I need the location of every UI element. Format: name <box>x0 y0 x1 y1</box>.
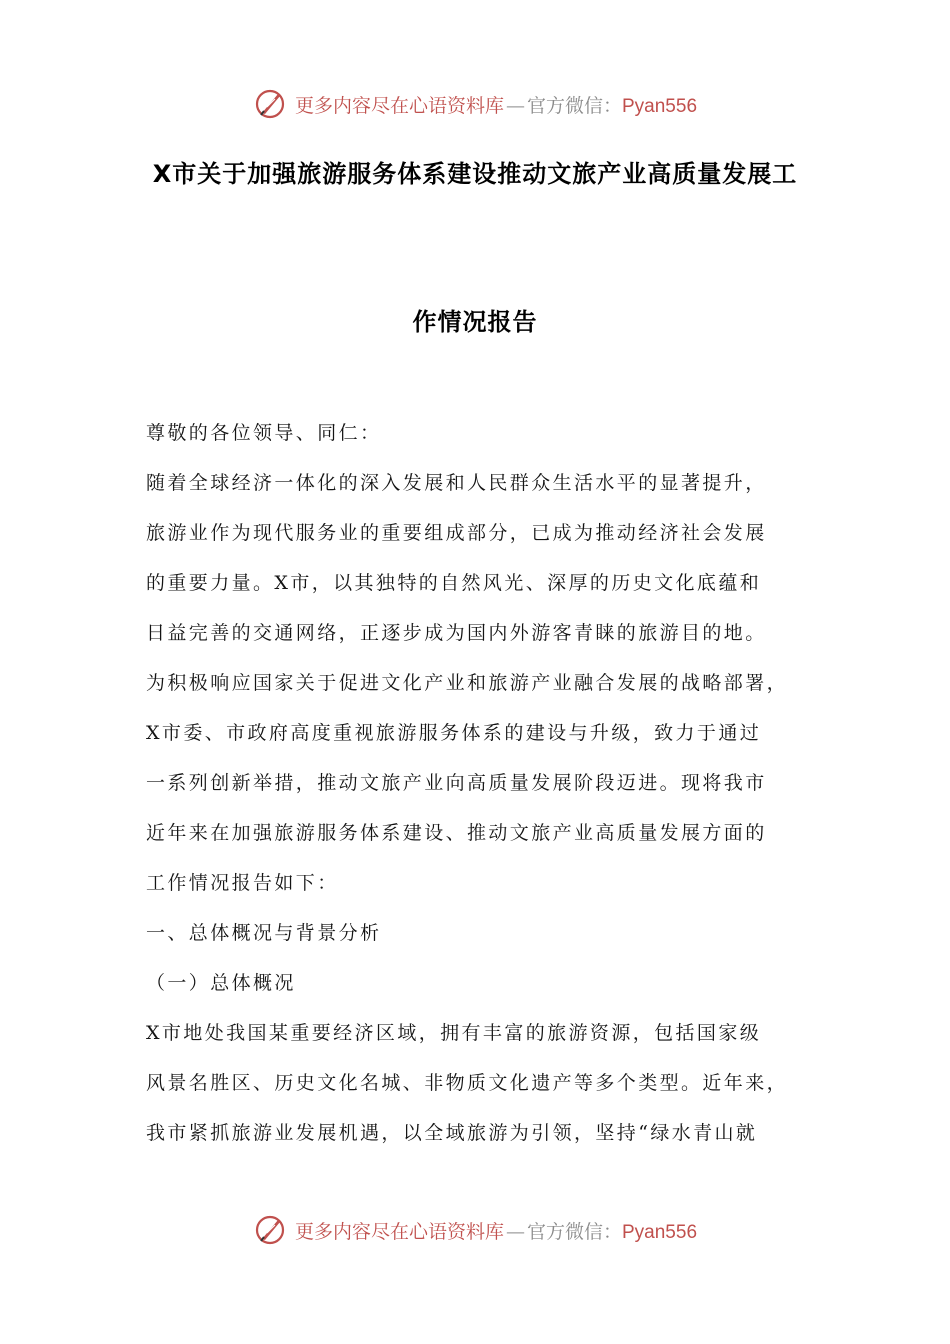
body-line: 随着全球经济一体化的深入发展和人民群众生活水平的显著提升， <box>146 472 767 494</box>
watermark-main-text: 更多内容尽在心语资料库 <box>294 1220 504 1243</box>
body-line: 近年来在加强旅游服务体系建设、推动文旅产业高质量发展方面的 <box>146 822 767 844</box>
body-line: 为积极响应国家关于促进文化产业和旅游产业融合发展的战略部署， <box>146 672 789 694</box>
body-line: 一系列创新举措，推动文旅产业向高质量发展阶段迈进。现将我市 <box>146 772 767 794</box>
quill-pen-logo-icon <box>253 1213 287 1247</box>
watermark-label: 官方微信： <box>526 94 622 117</box>
watermark-wechat-id: Pyan556 <box>622 95 698 117</box>
quill-pen-logo-icon <box>253 87 287 121</box>
document-body <box>146 415 808 1165</box>
body-line: 工作情况报告如下： <box>146 872 339 894</box>
watermark-main-text: 更多内容尽在心语资料库 <box>294 94 504 117</box>
body-line: 日益完善的交通网络，正逐步成为国内外游客青睐的旅游目的地。 <box>146 622 767 644</box>
header-watermark <box>0 84 950 124</box>
footer-watermark <box>0 1210 950 1250</box>
body-line: 旅游业作为现代服务业的重要组成部分，已成为推动经济社会发展 <box>146 522 767 544</box>
body-line: 尊敬的各位领导、同仁： <box>146 422 382 444</box>
subsection-heading: （一）总体概况 <box>146 972 296 994</box>
document-title-line-2: 作情况报告 <box>412 308 538 336</box>
body-line: 风景名胜区、历史文化名城、非物质文化遗产等多个类型。近年来， <box>146 1072 789 1094</box>
watermark-dash: — <box>505 1220 525 1243</box>
body-line: 我市紧抓旅游业发展机遇，以全域旅游为引领，坚持“绿水青山就 <box>146 1122 758 1144</box>
watermark-text <box>295 1217 697 1244</box>
watermark-wechat-id: Pyan556 <box>622 1221 698 1243</box>
section-heading: 一、总体概况与背景分析 <box>146 922 382 944</box>
document-title-line-1: X市关于加强旅游服务体系建设推动文旅产业高质量发展工 <box>152 160 798 188</box>
body-line: X市委、市政府高度重视旅游服务体系的建设与升级，致力于通过 <box>146 722 762 744</box>
body-line: 的重要力量。X市，以其独特的自然风光、深厚的历史文化底蕴和 <box>146 572 762 594</box>
watermark-dash: — <box>505 94 525 117</box>
watermark-text <box>295 91 697 118</box>
watermark-label: 官方微信： <box>526 1220 622 1243</box>
body-line: X市地处我国某重要经济区域，拥有丰富的旅游资源，包括国家级 <box>146 1022 762 1044</box>
